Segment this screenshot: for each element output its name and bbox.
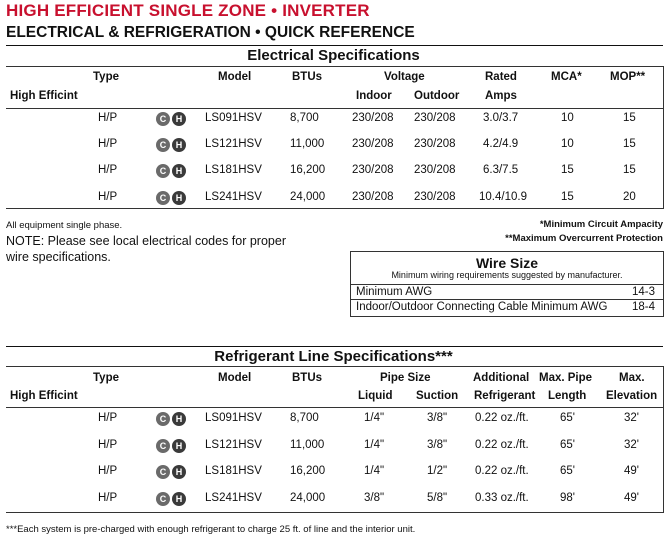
cell-liquid: 1/4": [364, 439, 385, 451]
cooling-icon: C: [156, 492, 170, 506]
cell-elevation: 49': [624, 465, 639, 477]
header-model: Model: [218, 372, 252, 384]
cell-indoor: 230/208: [352, 164, 394, 176]
cell-additional: 0.22 oz./ft.: [475, 465, 529, 477]
header-type: Type: [93, 372, 119, 384]
heating-icon: H: [172, 164, 186, 178]
cell-outdoor: 230/208: [414, 138, 456, 150]
cell-liquid: 1/4": [364, 465, 385, 477]
cooling-icon: C: [156, 465, 170, 479]
page-subtitle: ELECTRICAL & REFRIGERATION • QUICK REFERENCE: [6, 24, 415, 41]
cell-amps: 6.3/7.5: [483, 164, 519, 176]
header-mop: MOP**: [610, 71, 646, 83]
cell-length: 98': [560, 492, 575, 504]
cell-model: LS241HSV: [205, 492, 262, 504]
cell-outdoor: 230/208: [414, 112, 456, 124]
wire-size-subheading: Minimum wiring requirements suggested by manufacturer.: [391, 270, 623, 280]
cell-btus: 16,200: [290, 164, 326, 176]
cell-suction: 1/2": [427, 465, 448, 477]
heating-icon: H: [172, 191, 186, 205]
cooling-icon: C: [156, 138, 170, 152]
single-phase-note: All equipment single phase.: [6, 220, 123, 231]
cell-elevation: 49': [624, 492, 639, 504]
mca-definition: *Minimum Circuit Ampacity: [539, 219, 663, 230]
header-btus: BTUs: [292, 372, 323, 384]
heating-icon: H: [172, 412, 186, 426]
mop-definition: **Maximum Overcurrent Protection: [505, 233, 663, 244]
electrical-note-line2: wire specifications.: [6, 250, 111, 264]
heating-icon: H: [172, 112, 186, 126]
header-high-efficient: High Efficint: [10, 90, 78, 102]
cell-model: LS241HSV: [205, 191, 262, 203]
cell-mca: 15: [561, 191, 574, 203]
header-refrigerant: Refrigerant: [474, 390, 536, 402]
cell-liquid: 3/8": [364, 492, 385, 504]
heating-icon: H: [172, 465, 186, 479]
cell-amps: 10.4/10.9: [479, 191, 527, 203]
cell-mca: 10: [561, 112, 574, 124]
cell-indoor: 230/208: [352, 112, 394, 124]
header-length: Length: [548, 390, 587, 402]
cell-mop: 15: [623, 138, 636, 150]
header-high-efficient: High Efficint: [10, 390, 78, 402]
header-max-pipe: Max. Pipe: [539, 372, 593, 384]
cell-type: H/P: [98, 412, 118, 424]
electrical-note-line1: NOTE: Please see local electrical codes for proper: [6, 234, 286, 248]
cell-length: 65': [560, 412, 575, 424]
header-additional: Additional: [473, 372, 530, 384]
cell-additional: 0.33 oz./ft.: [475, 492, 529, 504]
cell-suction: 3/8": [427, 439, 448, 451]
header-type: Type: [93, 71, 119, 83]
divider: [6, 45, 663, 46]
refrigerant-heading: Refrigerant Line Specifications***: [214, 348, 453, 365]
wire-size-value: 18-4: [631, 301, 655, 313]
cell-model: LS091HSV: [205, 412, 262, 424]
cell-indoor: 230/208: [352, 138, 394, 150]
wire-size-row: [351, 299, 663, 315]
cell-model: LS121HSV: [205, 439, 262, 451]
cell-type: H/P: [98, 112, 118, 124]
cell-type: H/P: [98, 191, 118, 203]
cell-indoor: 230/208: [352, 191, 394, 203]
refrigerant-footnote: ***Each system is pre-charged with enough refrigerant to charge 25 ft. of line and the interior unit.: [6, 524, 416, 535]
cell-type: H/P: [98, 138, 118, 150]
cell-mca: 15: [561, 164, 574, 176]
cell-mca: 10: [561, 138, 574, 150]
cell-outdoor: 230/208: [414, 191, 456, 203]
table-header-divider: [6, 108, 663, 109]
header-elevation: Elevation: [606, 390, 658, 402]
cooling-icon: C: [156, 412, 170, 426]
cell-btus: 16,200: [290, 465, 326, 477]
cell-outdoor: 230/208: [414, 164, 456, 176]
wire-size-label: Minimum AWG: [356, 286, 433, 298]
header-max: Max.: [619, 372, 645, 384]
cooling-icon: C: [156, 164, 170, 178]
heating-icon: H: [172, 138, 186, 152]
table-header-divider: [6, 407, 663, 408]
cell-additional: 0.22 oz./ft.: [475, 439, 529, 451]
cell-type: H/P: [98, 164, 118, 176]
cell-btus: 24,000: [290, 492, 326, 504]
cell-amps: 4.2/4.9: [483, 138, 519, 150]
header-model: Model: [218, 71, 252, 83]
header-btus: BTUs: [292, 71, 323, 83]
header-pipe-size: Pipe Size: [380, 372, 431, 384]
cell-btus: 8,700: [290, 112, 319, 124]
cell-btus: 11,000: [290, 439, 325, 451]
heating-icon: H: [172, 439, 186, 453]
cell-suction: 5/8": [427, 492, 448, 504]
header-mca: MCA*: [551, 71, 582, 83]
cooling-icon: C: [156, 439, 170, 453]
wire-size-label: Indoor/Outdoor Connecting Cable Minimum AWG: [356, 301, 608, 313]
wire-size-heading: Wire Size: [475, 255, 539, 271]
cell-btus: 11,000: [290, 138, 325, 150]
cell-model: LS181HSV: [205, 164, 262, 176]
cell-liquid: 1/4": [364, 412, 385, 424]
header-voltage: Voltage: [384, 71, 425, 83]
wire-size-value: 14-3: [631, 286, 655, 298]
cell-mop: 15: [623, 164, 636, 176]
cell-mop: 15: [623, 112, 636, 124]
cooling-icon: C: [156, 191, 170, 205]
cell-elevation: 32': [624, 412, 639, 424]
cell-amps: 3.0/3.7: [483, 112, 519, 124]
cell-mop: 20: [623, 191, 636, 203]
cell-btus: 8,700: [290, 412, 319, 424]
cell-model: LS121HSV: [205, 138, 262, 150]
cell-elevation: 32': [624, 439, 639, 451]
cell-length: 65': [560, 465, 575, 477]
cell-model: LS091HSV: [205, 112, 262, 124]
cell-type: H/P: [98, 465, 118, 477]
header-amps: Amps: [485, 90, 517, 102]
cooling-icon: C: [156, 112, 170, 126]
heating-icon: H: [172, 492, 186, 506]
page-title: HIGH EFFICIENT SINGLE ZONE • INVERTER: [6, 1, 370, 20]
header-suction: Suction: [416, 390, 459, 402]
header-rated: Rated: [485, 71, 517, 83]
cell-length: 65': [560, 439, 575, 451]
cell-additional: 0.22 oz./ft.: [475, 412, 529, 424]
header-liquid: Liquid: [358, 390, 393, 402]
cell-type: H/P: [98, 492, 118, 504]
cell-type: H/P: [98, 439, 118, 451]
header-outdoor: Outdoor: [414, 90, 460, 102]
wire-size-box: [350, 251, 664, 317]
wire-size-row: [351, 284, 663, 300]
cell-suction: 3/8": [427, 412, 448, 424]
cell-btus: 24,000: [290, 191, 326, 203]
divider: [6, 346, 663, 347]
header-indoor: Indoor: [356, 90, 392, 102]
cell-model: LS181HSV: [205, 465, 262, 477]
electrical-heading: Electrical Specifications: [247, 47, 420, 64]
